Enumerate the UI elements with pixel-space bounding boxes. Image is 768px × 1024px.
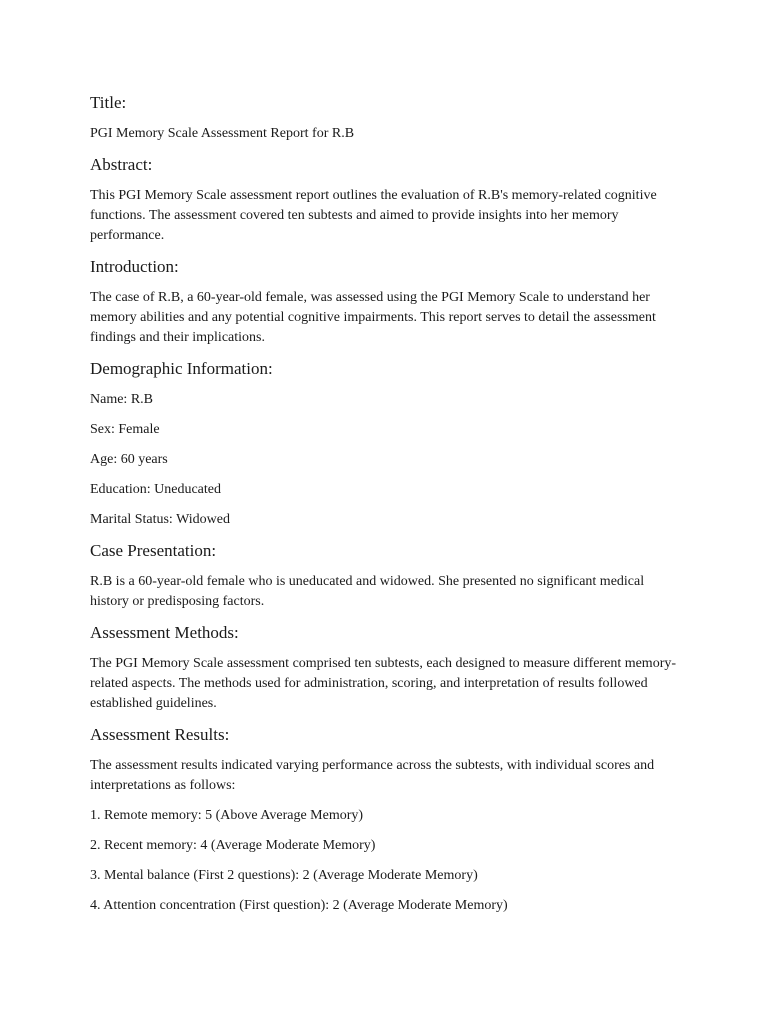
demographic-age: Age: 60 years (90, 452, 168, 467)
introduction-section (90, 256, 678, 348)
demographic-heading: Demographic Information: (90, 359, 273, 378)
demographic-education: Education: Uneducated (90, 482, 222, 497)
methods-section (90, 622, 678, 714)
result-item-remote-memory: 1. Remote memory: 5 (Above Average Memory) (90, 808, 364, 823)
demographic-section (90, 358, 678, 530)
result-item-attention-concentration: 4. Attention concentration (First question): 2 (Average Moderate Memory) (90, 898, 508, 913)
demographic-sex: Sex: Female (90, 422, 160, 437)
demographic-marital-status: Marital Status: Widowed (90, 512, 230, 527)
results-section (90, 724, 678, 916)
results-heading: Assessment Results: (90, 725, 230, 744)
introduction-heading: Introduction: (90, 257, 179, 276)
methods-text: The PGI Memory Scale assessment comprised ten subtests, each designed to measure different memory-related aspects. The methods used for administration, scoring, and interpretation of results followed established guidelines. (90, 656, 677, 711)
case-presentation-section (90, 540, 678, 612)
result-item-mental-balance: 3. Mental balance (First 2 questions): 2 (Average Moderate Memory) (90, 868, 478, 883)
title-section (90, 92, 678, 144)
case-presentation-text: R.B is a 60-year-old female who is uneducated and widowed. She presented no significant medical history or predisposing factors. (90, 574, 645, 609)
abstract-heading: Abstract: (90, 155, 153, 174)
results-text: The assessment results indicated varying performance across the subtests, with individual scores and interpretations as follows: (90, 758, 655, 793)
abstract-section (90, 154, 678, 246)
title-heading: Title: (90, 93, 127, 112)
title-text: PGI Memory Scale Assessment Report for R.B (90, 126, 355, 141)
abstract-text: This PGI Memory Scale assessment report outlines the evaluation of R.B's memory-related cognitive functions. The assessment covered ten subtests and aimed to provide insights into her memory performance. (90, 188, 657, 243)
demographic-name: Name: R.B (90, 392, 153, 407)
introduction-text: The case of R.B, a 60-year-old female, was assessed using the PGI Memory Scale to understand her memory abilities and any potential cognitive impairments. This report serves to detail the assessment findings and their implications. (90, 290, 656, 345)
case-presentation-heading: Case Presentation: (90, 541, 217, 560)
result-item-recent-memory: 2. Recent memory: 4 (Average Moderate Memory) (90, 838, 376, 853)
methods-heading: Assessment Methods: (90, 623, 239, 642)
